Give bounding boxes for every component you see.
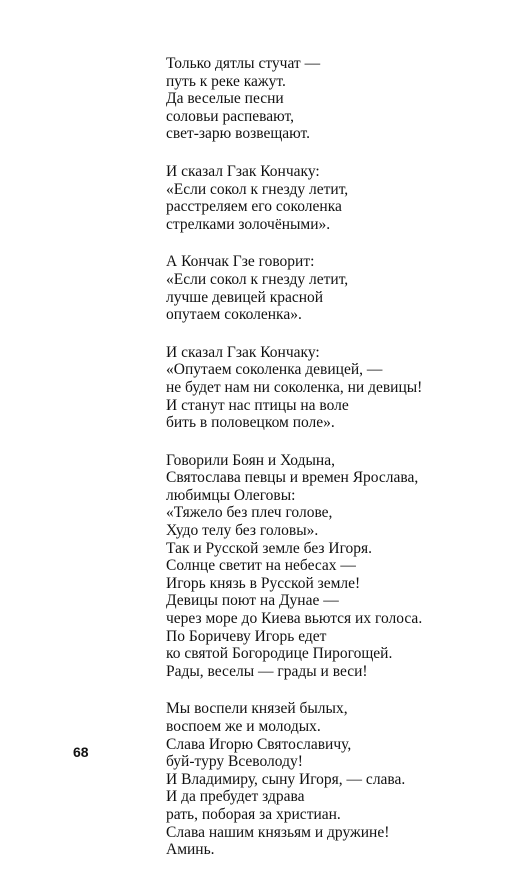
poem-line: Только дятлы стучат — <box>166 55 321 72</box>
poem-line: Да веселые песни <box>166 90 284 108</box>
poem-line: Святослава певцы и времен Ярослава, <box>166 469 419 487</box>
poem-line: Слава нашим князьям и дружине! <box>166 823 390 841</box>
stanza-6 <box>166 700 496 858</box>
poem-line: рать, поборая за христиан. <box>166 805 341 823</box>
poem-line: Аминь. <box>166 841 215 859</box>
poem-line: «Опутаем соколенка девицей, — <box>166 361 383 379</box>
poem-line: Говорили Боян и Ходына, <box>166 451 335 469</box>
stanza-4 <box>166 344 496 432</box>
stanza-1 <box>166 55 496 143</box>
stanza-2 <box>166 163 496 233</box>
stanza-5 <box>166 452 496 681</box>
poem-line: «Если сокол к гнезду летит, <box>166 180 349 198</box>
poem-line: через море до Киева вьются их голоса. <box>166 610 423 628</box>
poem-line: «Тяжело без плеч голове, <box>166 504 333 522</box>
poem-line: И сказал Гзак Кончаку: <box>166 162 320 180</box>
poem-line: И да пребудет здрава <box>166 788 305 806</box>
poem-line: соловьи распевают, <box>166 107 295 125</box>
poem-line: А Кончак Гзе говорит: <box>166 253 315 271</box>
poem-line: И станут нас птицы на воле <box>166 396 349 414</box>
poem-line: Солнце светит на небесах — <box>166 557 356 575</box>
poem-line: И Владимиру, сыну Игоря, — слава. <box>166 770 406 788</box>
poem-line: опутаем соколенка». <box>166 306 302 324</box>
poem-line: воспоем же и молодых. <box>166 718 321 735</box>
poem-line: буй-туру Всеволоду! <box>166 753 303 771</box>
poem-line: лучше девицей красной <box>166 288 324 306</box>
poem-line: расстреляем его соколенка <box>166 198 342 216</box>
poem-line: Слава Игорю Святославичу, <box>166 735 352 753</box>
poem-line: «Если сокол к гнезду летит, <box>166 270 349 288</box>
poem-text <box>166 55 496 879</box>
poem-line: Так и Русской земле без Игоря. <box>166 539 373 557</box>
poem-line: путь к реке кажут. <box>166 72 286 90</box>
poem-line: Рады, веселы — грады и веси! <box>166 662 368 680</box>
poem-line: ко святой Богородице Пирогощей. <box>166 645 393 663</box>
poem-line: любимцы Олеговы: <box>166 486 296 504</box>
poem-line: Мы воспели князей былых, <box>166 700 348 718</box>
page-number: 68 <box>73 744 89 760</box>
poem-line: И сказал Гзак Кончаку: <box>166 343 320 361</box>
poem-line: Игорь князь в Русской земле! <box>166 574 361 592</box>
poem-line: Худо телу без головы». <box>166 522 319 540</box>
stanza-3 <box>166 253 496 323</box>
poem-line: бить в половецком поле». <box>166 414 335 432</box>
poem-line: Девицы поют на Дунае — <box>166 592 339 610</box>
poem-line: свет-зарю возвещают. <box>166 125 310 143</box>
poem-line: По Боричеву Игорь едет <box>166 627 327 645</box>
poem-line: не будет нам ни соколенка, ни девицы! <box>166 378 423 396</box>
poem-line: стрелками золочёными». <box>166 215 331 233</box>
